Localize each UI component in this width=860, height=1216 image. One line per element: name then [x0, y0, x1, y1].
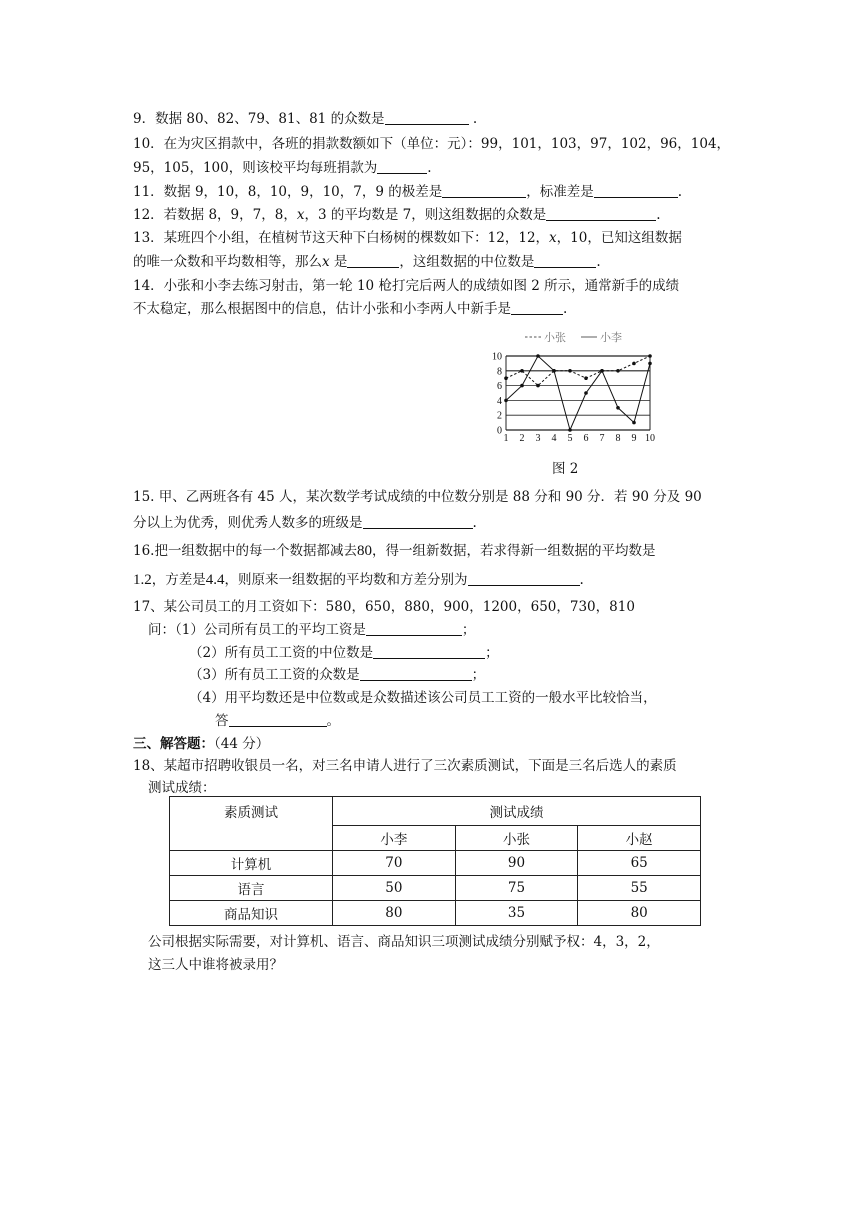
- q17-answer-end: 。: [326, 713, 340, 729]
- q17-part1-end: ；: [461, 622, 476, 638]
- q14-text: 不太稳定，那么根据图中的信息，估计小张和小李两人中新手是: [133, 301, 511, 317]
- q9-answer-blank[interactable]: [385, 110, 469, 125]
- q16-number-80: 80: [356, 543, 372, 559]
- question-18-line1: 18、某超市招聘收银员一名，对三名申请人进行了三次素质测试，下面是三名后选人的素质: [133, 758, 677, 774]
- question-12: [133, 206, 661, 224]
- question-18-after1: 公司根据实际需要，对计算机、语言、商品知识三项测试成绩分别赋予权：4，3，2，: [148, 934, 660, 950]
- y-tick-label: 10: [492, 351, 502, 363]
- y-tick-label: 8: [497, 366, 502, 378]
- q15-text: 分以上为优秀，则优秀人数多的班级是: [133, 515, 363, 531]
- q9-text: 9．数据 80、82、79、81、81 的众数是: [133, 111, 385, 127]
- q12-variable-x: x: [296, 207, 305, 223]
- data-point: [616, 369, 620, 373]
- q17-part1-text: 问：（1）公司所有员工的平均工资是: [148, 622, 366, 638]
- data-point: [600, 369, 604, 373]
- question-17-part1: [148, 621, 475, 639]
- question-10-line1: 10．在为灾区捐款中，各班的捐款数额如下（单位：元）：99，101，103，97，102，96，104，: [133, 136, 731, 152]
- data-point: [568, 428, 572, 432]
- table-header-row: [170, 797, 701, 826]
- q15-answer-blank[interactable]: [363, 514, 473, 529]
- table-cell: 55: [578, 876, 701, 901]
- data-point: [504, 376, 508, 380]
- q11-range-blank[interactable]: [442, 183, 526, 198]
- figure-caption: 图 2: [552, 461, 579, 477]
- table-row: [170, 901, 701, 926]
- q17-part3-end: ；: [471, 667, 486, 683]
- y-tick-label: 2: [497, 410, 502, 422]
- data-point: [520, 384, 524, 388]
- x-tick-label: 8: [615, 433, 621, 444]
- q13-text-d: 是: [329, 254, 348, 270]
- legend-label: 小张: [544, 331, 566, 344]
- section-3-title: 三、解答题：: [133, 736, 214, 752]
- q11-text-b: ，标准差是: [526, 184, 594, 200]
- question-17-part3: [189, 666, 485, 684]
- x-tick-label: 3: [535, 433, 541, 444]
- data-point: [568, 369, 572, 373]
- question-17-part2: [189, 644, 499, 662]
- q13-variable-x2: x: [322, 254, 330, 270]
- question-11: [133, 183, 682, 201]
- data-point: [632, 421, 636, 425]
- x-tick-label: 1: [503, 433, 509, 444]
- q12-text-a: 12．若数据 8，9，7，8，: [133, 207, 297, 223]
- question-17-part4: （4）用平均数还是中位数或是众数描述该公司员工工资的一般水平比较恰当，: [189, 690, 657, 706]
- q16-text-b: ，得一组新数据，若求得新一组数据的平均数是: [371, 543, 656, 559]
- data-point: [520, 369, 524, 373]
- question-13-line1: [133, 229, 682, 247]
- table-person-2: 小张: [455, 826, 578, 851]
- q17-answer-label: 答: [215, 713, 229, 729]
- data-point: [536, 384, 540, 388]
- q14-end: .: [563, 301, 568, 317]
- table-header-scores: 测试成绩: [333, 797, 701, 826]
- q16-text-d: ，则原来一组数据的平均数和方差分别为: [224, 572, 468, 588]
- question-17-answer: [215, 712, 340, 730]
- question-16-line1: [133, 542, 655, 560]
- q17-median-blank[interactable]: [373, 644, 485, 659]
- y-tick-label: 0: [497, 425, 502, 437]
- table-cell: 70: [333, 851, 456, 876]
- q13-text-e: ，这组数据的中位数是: [399, 254, 535, 270]
- q16-text-a: 16.把一组数据中的每一个数据都减去: [133, 543, 357, 559]
- legend-label: 小李: [600, 331, 622, 344]
- q17-part3-text: （3）所有员工工资的众数是: [189, 667, 360, 683]
- data-point: [552, 369, 556, 373]
- y-tick-label: 4: [497, 395, 502, 407]
- x-tick-label: 7: [599, 433, 605, 444]
- table-cell: 75: [455, 876, 578, 901]
- data-point: [504, 399, 508, 403]
- table-row-label: 语言: [170, 876, 333, 901]
- q11-stddev-blank[interactable]: [594, 183, 678, 198]
- data-point: [648, 354, 652, 358]
- q17-part2-end: ；: [485, 645, 499, 661]
- q11-end: .: [677, 184, 683, 200]
- section-3-heading: [133, 735, 269, 753]
- question-14-line2: [133, 300, 567, 318]
- table-person-3: 小赵: [578, 826, 701, 851]
- q9-end: .: [468, 111, 478, 127]
- q17-mode-blank[interactable]: [360, 666, 472, 681]
- table-row-label: 商品知识: [170, 901, 333, 926]
- q17-mean-blank[interactable]: [366, 621, 462, 636]
- table-cell: 65: [578, 851, 701, 876]
- question-16-line2: [133, 571, 584, 589]
- table-cell: 50: [333, 876, 456, 901]
- q13-x-blank[interactable]: [347, 253, 399, 268]
- q13-text-c: 的唯一众数和平均数相等，那么: [133, 254, 322, 270]
- question-15-line1: 15. 甲、乙两班各有 45 人，某次数学考试成绩的中位数分别是 88 分和 90 分．若 90 分及 90: [133, 489, 702, 505]
- x-tick-label: 10: [645, 433, 655, 444]
- table-cell: 80: [578, 901, 701, 926]
- chart-svg: [470, 326, 670, 448]
- q14-answer-blank[interactable]: [511, 300, 563, 315]
- q12-end: .: [656, 207, 661, 223]
- data-point: [584, 376, 588, 380]
- series-line: [506, 356, 650, 430]
- score-table: [169, 796, 701, 926]
- table-cell: 80: [333, 901, 456, 926]
- q13-median-blank[interactable]: [534, 253, 596, 268]
- x-tick-label: 9: [631, 433, 637, 444]
- q16-number-mean: 1.2: [133, 572, 152, 588]
- q16-number-variance: 4.4: [205, 572, 225, 588]
- q10-end: .: [427, 160, 432, 176]
- q10-text: 95，105，100，则该校平均每班捐款为: [133, 160, 378, 176]
- x-tick-label: 6: [583, 433, 589, 444]
- question-13-line2: [133, 253, 601, 271]
- table-row: [170, 876, 701, 901]
- q13-variable-x: x: [549, 230, 557, 246]
- table-person-1: 小李: [333, 826, 456, 851]
- q13-text-b: ，10，已知这组数据: [556, 230, 682, 246]
- q15-end: .: [472, 515, 477, 531]
- data-point: [632, 362, 636, 366]
- q12-answer-blank[interactable]: [546, 206, 656, 221]
- q10-answer-blank[interactable]: [377, 159, 427, 174]
- x-tick-label: 4: [551, 433, 557, 444]
- question-15-line2: [133, 514, 477, 532]
- q16-text-c: ，方差是: [151, 572, 206, 588]
- shooting-score-chart: [470, 326, 670, 448]
- table-row-label: 计算机: [170, 851, 333, 876]
- q17-part2-text: （2）所有员工工资的中位数是: [189, 645, 374, 661]
- x-tick-label: 2: [519, 433, 525, 444]
- x-tick-label: 5: [567, 433, 573, 444]
- table-cell: 35: [455, 901, 578, 926]
- q17-answer-blank[interactable]: [229, 712, 327, 727]
- question-17-intro: 17、某公司员工的月工资如下：580，650，880，900，1200，650，730，810: [133, 599, 635, 615]
- question-14-line1: 14．小张和小李去练习射击，第一轮 10 枪打完后两人的成绩如图 2 所示，通常新手的成绩: [133, 278, 680, 294]
- question-9: [133, 110, 477, 128]
- q16-end: .: [579, 572, 584, 588]
- y-tick-label: 6: [497, 381, 502, 393]
- question-10-line2: [133, 159, 432, 177]
- table-row: [170, 851, 701, 876]
- q13-text-a: 13．某班四个小组，在植树节这天种下白杨树的棵数如下：12，12，: [133, 230, 550, 246]
- q12-text-b: ，3 的平均数是 7，则这组数据的众数是: [304, 207, 547, 223]
- data-point: [584, 391, 588, 395]
- table-header-test: 素质测试: [170, 797, 333, 851]
- data-point: [616, 406, 620, 410]
- question-18-line2: 测试成绩：: [148, 780, 216, 796]
- question-18-after2: 这三人中谁将被录用？: [148, 957, 283, 973]
- q13-end: .: [596, 254, 601, 270]
- section-3-score: （44 分）: [214, 736, 270, 752]
- data-point: [648, 362, 652, 366]
- data-point: [536, 354, 540, 358]
- q16-answer-blank[interactable]: [468, 571, 580, 586]
- q11-text-a: 11．数据 9，10，8，10，9，10，7，9 的极差是: [133, 184, 443, 200]
- table-cell: 90: [455, 851, 578, 876]
